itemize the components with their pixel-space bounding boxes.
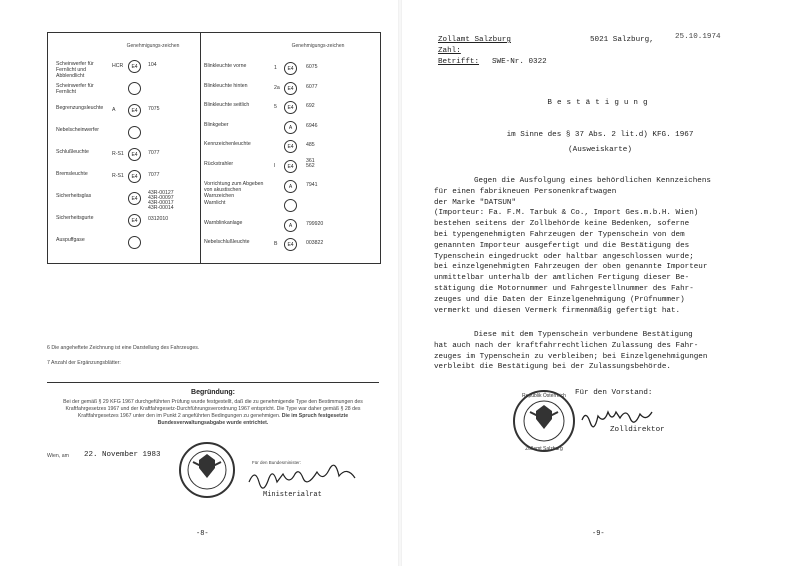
table-row-prefix: 2a: [274, 84, 280, 91]
table-row-label: Nebelschlußleuchte: [204, 239, 250, 246]
table-row-label: Vorrichtung zum Abgeben von akustischen Warnzeichen: [204, 180, 264, 199]
approval-code: 6077: [306, 83, 318, 90]
table-row-label: Blinkgeber: [204, 121, 229, 128]
column-header-right: Genehmigungs-zeichen: [291, 43, 345, 49]
paragraph-line: bei einzelgenehmigten Fahrzeugen der oben genannte Importeur: [434, 263, 708, 272]
approval-circle: E4: [128, 60, 141, 73]
table-row-prefix: A: [112, 107, 116, 113]
table-row-label: Kennzeichenleuchte: [204, 141, 251, 148]
approval-circle: E4: [284, 82, 297, 95]
table-row-prefix: I: [274, 163, 276, 169]
approval-circle: [128, 236, 141, 249]
table-row-label: Warnblinkanlage: [204, 219, 243, 226]
table-row-prefix: 1: [274, 65, 277, 71]
table-row-label: Nebelscheinwerfer: [56, 127, 99, 133]
table-divider: [200, 33, 201, 263]
approval-code: 003822: [306, 240, 324, 247]
paragraph-line: genannten Importeur ausgefertigt und die Bestätigung des: [434, 241, 690, 250]
table-row-label: Warnlicht: [204, 200, 226, 207]
approval-circle: [128, 126, 141, 139]
paragraph-line: Gegen die Ausfolgung eines behördlichen Kennzeichens: [474, 177, 711, 185]
approval-circle: E4: [128, 104, 141, 117]
betrifft-label: Betrifft:: [438, 58, 480, 66]
table-row-label: Begrenzungsleuchte: [56, 105, 104, 111]
place-date-label: Wien, am: [47, 453, 69, 459]
signature-left: [245, 464, 360, 492]
for-minister: Für den Bundesminister:: [252, 460, 302, 465]
paragraph-line: Diese mit dem Typenschein verbundene Bestätigung: [474, 331, 693, 339]
paragraph-line: der Marke "DATSUN": [434, 198, 517, 207]
ministerialrat-label: Ministerialrat: [263, 491, 322, 499]
approval-circle: E4: [128, 192, 141, 205]
approval-circle: E4: [284, 101, 297, 114]
table-row-prefix: B: [274, 241, 278, 248]
stamp-top-text: Republik Österreich: [522, 393, 566, 399]
table-row-label: Blinkleuchte hinten: [204, 82, 248, 89]
table-row-prefix: 5: [274, 104, 277, 111]
table-row-label: Blinkleuchte vorne: [204, 63, 247, 69]
zolldirektor-label: Zolldirektor: [610, 426, 665, 434]
begruendung-title: Begründung:: [191, 389, 235, 396]
approval-code: 7077: [148, 172, 160, 178]
approval-circle: E4: [284, 238, 297, 251]
letter-date: 25.10.1974: [675, 33, 721, 41]
approval-code: 6946: [306, 122, 318, 129]
approval-circle: [284, 199, 297, 212]
zahl-label: Zahl:: [438, 47, 461, 55]
right-page: [400, 0, 800, 566]
paragraph-2: [434, 330, 794, 373]
column-header-left: Genehmigungs-zeichen: [126, 43, 180, 49]
approval-code: 7077: [148, 150, 160, 156]
approval-circle: A: [284, 180, 297, 193]
approval-circle: E4: [284, 160, 297, 173]
paragraph-line: Typenschein eingedruckt oder haltbar angeschlossen wurde;: [434, 252, 694, 261]
approval-code: 104: [148, 62, 157, 68]
approval-circle: [128, 82, 141, 95]
approval-code: 692: [306, 103, 315, 110]
note-7: 7 Anzahl der Ergänzungsblätter:: [47, 360, 121, 366]
office-place: 5021 Salzburg,: [590, 36, 654, 44]
page-number-right: -9-: [592, 530, 605, 538]
document-heading: Bestätigung: [547, 99, 653, 107]
table-row-label: Schlußleuchte: [56, 149, 89, 155]
table-row-label: Rückstrahler: [204, 161, 234, 167]
approval-circle: E4: [284, 62, 297, 75]
approval-code: 485: [306, 142, 315, 149]
stamp-bottom-text: Zollamt Salzburg: [525, 446, 563, 452]
paragraph-line: verbleibt die Bestätigung bei der Zulassungsbehörde.: [434, 363, 671, 372]
approval-circle: E4: [128, 148, 141, 161]
ministry-seal: [175, 440, 240, 500]
begruendung-section: [47, 382, 379, 447]
paragraph-1: [434, 176, 794, 316]
approval-code: 0312010: [148, 216, 169, 222]
note-6: 6 Die angeheftete Zeichnung ist eine Darstellung des Fahrzeuges.: [47, 345, 200, 351]
approval-code: 799920: [306, 220, 324, 227]
table-row-prefix: R-S1: [112, 173, 124, 179]
office-name: Zollamt Salzburg: [438, 36, 511, 44]
paragraph-line: vermerkt und diesen Vermerk firmenmäßig gefertigt hat.: [434, 306, 681, 315]
begruendung-bold: Die im Spruch festgesetzte Bundesverwaltungsabgabe wurde entrichtet.: [157, 413, 349, 426]
for-board: Für den Vorstand:: [575, 389, 653, 397]
approval-circle: A: [284, 121, 297, 134]
approval-circle: E4: [284, 140, 297, 153]
approval-code: 6075: [306, 64, 318, 70]
betrifft-value: SWE-Nr. 0322: [492, 58, 547, 66]
paragraph-line: (Importeur: Fa. F.M. Tarbuk & Co., Import Ges.m.b.H. Wien): [434, 209, 699, 218]
approval-code: 7075: [148, 106, 160, 112]
approval-circle: A: [284, 219, 297, 232]
table-row-prefix: R-S1: [112, 151, 124, 157]
issue-date: 22. November 1983: [84, 451, 161, 459]
table-row-label: Sicherheitsglas: [56, 193, 92, 199]
paragraph-line: für einen fabrikneuen Personenkraftwagen: [434, 187, 617, 196]
document-subheading: im Sinne des § 37 Abs. 2 lit.d) KFG. 1967: [506, 131, 694, 139]
paragraph-line: bestehen seitens der Zollbehörde keine Bedenken, soferne: [434, 220, 690, 229]
table-row-label: Auspuffgase: [56, 237, 85, 243]
approval-code: 361 562: [306, 158, 315, 169]
paragraph-line: zeuges und die Daten der Einzelgenehmigung (Prüfnummer): [434, 295, 685, 304]
begruendung-text: Bei der gemäß § 29 KFG 1967 durchgeführten Prüfung wurde festgestellt, daß die zu genehmigende Type den Bestimmungen des Kraftfahrgesetzes 1967 und der Kraftfahrgesetz-Durchführungsverordnung 1967 entspricht. Die Type war daher gemäß § 28 des Kraftfahrgesetzes 1967 unter den im Punkt 2 angeführten Bedingungen zu genehmigen.: [63, 399, 363, 419]
approval-circle: E4: [128, 214, 141, 227]
approval-circle: E4: [128, 170, 141, 183]
table-row-label: Scheinwerfer für Fernlicht: [56, 83, 94, 95]
table-row-label: Bremsleuchte: [56, 171, 88, 177]
table-row-prefix: HCR: [112, 63, 124, 69]
table-row-label: Blinkleuchte seitlich: [204, 102, 250, 109]
page-number-left: -8-: [196, 530, 209, 538]
approval-code: 43R-00127 43R-00097 43R-00017 43R-00014: [148, 190, 174, 211]
table-row-label: Sicherheitsgurte: [56, 215, 94, 221]
approval-code: 7941: [306, 181, 318, 188]
paragraph-line: stätigung die Motornummer und Fahrgestellnummer des Fahr-: [434, 284, 694, 293]
paragraph-line: unmittelbar unterhalb der amtlichen Fertigung dieser Be-: [434, 274, 690, 283]
table-row-label: Scheinwerfer für Fernlicht und Abblendlicht: [56, 61, 94, 79]
paragraph-line: zeuges im Typenschein zu verbleiben; bei Einzelgenehmigungen: [434, 352, 708, 361]
paragraph-line: hat auch nach der kraftfahrrechtlichen Zulassung des Fahr-: [434, 341, 699, 350]
document-subheading-2: (Ausweiskarte): [568, 146, 632, 154]
paragraph-line: bei typengenehmigten Fahrzeugen der Typenschein von dem: [434, 230, 685, 239]
approval-marks-table: [47, 32, 381, 264]
customs-stamp: [510, 388, 578, 454]
